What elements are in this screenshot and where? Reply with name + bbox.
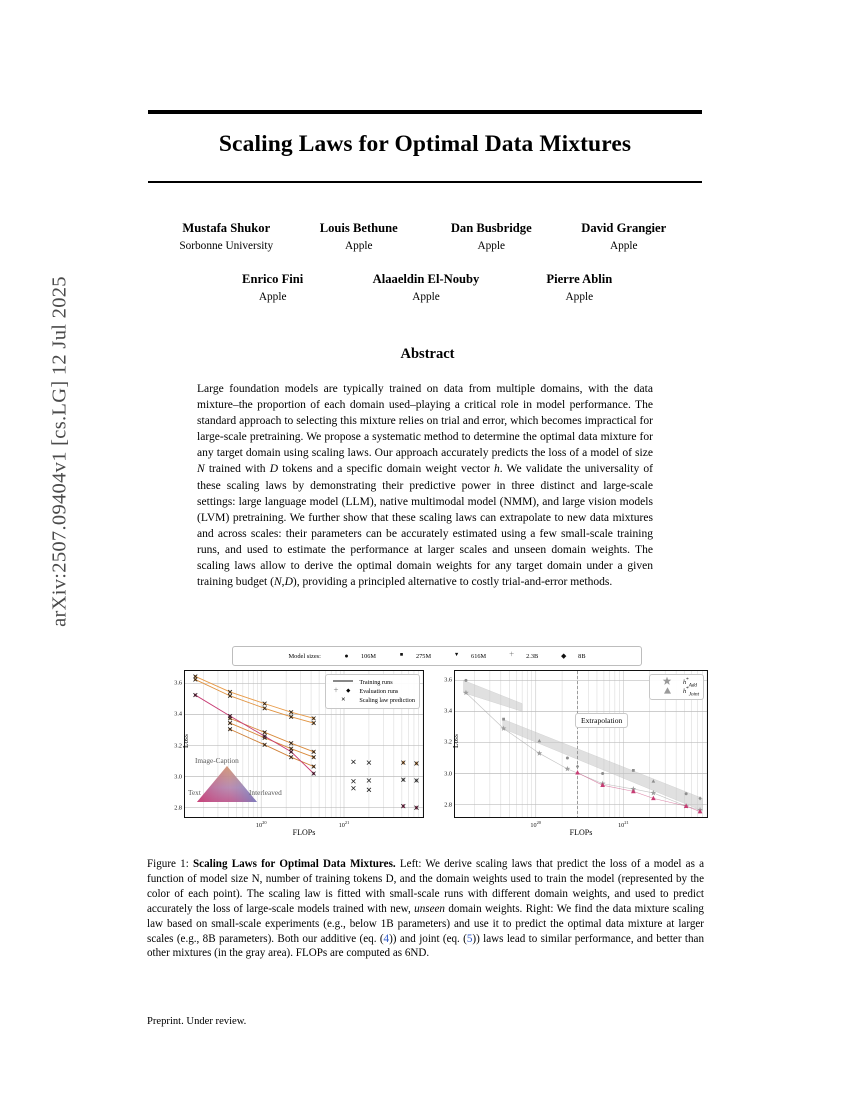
legend-label: 275M: [416, 652, 432, 660]
circle-icon: ●: [344, 651, 349, 660]
triangle-up-icon: [654, 686, 680, 698]
legend-label: Training runs: [359, 678, 393, 686]
author-name: Pierre Ablin: [546, 272, 613, 286]
legend-label-h-add: $h^*_{Add}$: [683, 676, 697, 688]
x-tick-label: $10^{20}$: [530, 820, 541, 830]
author-row-2: [196, 271, 656, 305]
author-affiliation: Apple: [609, 239, 638, 252]
caption-bold-title: Scaling Laws for Optimal Data Mixtures.: [193, 858, 396, 870]
abstract-heading: Abstract: [400, 346, 455, 362]
y-tick-label: 3.4: [444, 707, 452, 715]
page-title: Scaling Laws for Optimal Data Mixtures: [218, 131, 632, 157]
legend-label: 2.3B: [526, 652, 539, 660]
ternary-label-text: Text: [188, 788, 201, 797]
author-affiliation: Apple: [344, 239, 373, 252]
author-block: [558, 220, 691, 254]
title-rule-bottom: [148, 181, 702, 183]
caption-body: Left: We derive scaling laws that predict the loss of a model as a function of model size N, number of training tokens D, and the domain weights used to train the model (represented by the color of each point). The scaling law is fitted with small-scale runs with different domain weights, and used to predict accurately the loss of large-scale models trained with new, unseen domain weights. Right: We find the data mixture scaling law based on small-scale experiments (e.g., below 1B parameters) and use it to predict the optimal data mixture at larger scales (e.g., 8B parameters). Both our additive (eq. (4)) and joint (eq. (5)) laws lead to similar performance, and better than other mixtures (in the gray area). FLOPs are computed as 6ND.: [147, 858, 705, 960]
legend-row-scaling-law-prediction: [330, 696, 415, 705]
title-rule-top: [148, 110, 702, 114]
legend-label: 616M: [471, 652, 487, 660]
legend-label: Evaluation runs: [359, 688, 399, 696]
triangle-down-icon: ▼: [453, 652, 460, 659]
y-tick-label: 3.0: [174, 773, 182, 781]
y-tick-label: 3.6: [444, 676, 452, 684]
author-affiliation: Sorbonne University: [179, 239, 274, 252]
author-affiliation: Apple: [477, 239, 506, 252]
y-tick-label: 2.8: [444, 801, 452, 809]
author-row-1: [160, 220, 690, 254]
legend-row-training-runs: [330, 678, 415, 687]
left-x-axis-label: FLOPs: [292, 828, 316, 837]
square-icon: ■: [399, 652, 404, 659]
author-name: Louis Bethune: [319, 221, 398, 235]
page-footer: Preprint. Under review.: [147, 1016, 247, 1027]
x-tick-label: $10^{21}$: [618, 820, 629, 830]
author-affiliation: Apple: [258, 290, 287, 303]
model-sizes-label: Model sizes:: [288, 652, 321, 660]
author-block: [349, 271, 502, 305]
legend-entry-616m: [453, 653, 508, 660]
y-tick-label: 3.0: [444, 770, 452, 777]
author-name: Enrico Fini: [242, 272, 304, 286]
author-name: Mustafa Shukor: [182, 221, 271, 235]
legend-row-h-joint: [654, 687, 699, 696]
line-icon: [330, 678, 356, 687]
arxiv-stamp: arXiv:2507.09404v1 [cs.LG] 12 Jul 2025: [48, 276, 71, 627]
right-chart-legend: [649, 674, 704, 700]
left-y-axis-label: Loss: [182, 733, 190, 749]
legend-label: 8B: [578, 652, 586, 660]
diamond-icon: ◆: [560, 651, 567, 660]
author-block: [425, 220, 558, 254]
author-block: [293, 220, 426, 254]
y-tick-label: 3.2: [444, 738, 452, 746]
cross-icon: ✕: [341, 697, 346, 704]
left-chart-legend: [325, 674, 420, 709]
author-block: [160, 220, 293, 254]
y-tick-label: 3.6: [174, 679, 182, 687]
y-tick-label: 3.4: [174, 710, 182, 718]
plus-icon: ＋: [508, 652, 515, 659]
author-affiliation: Apple: [565, 290, 594, 303]
extrapolation-annotation: Extrapolation: [575, 713, 628, 728]
legend-label-h-joint: $h^*_{Joint}$: [683, 685, 699, 698]
legend-label: 106M: [360, 652, 376, 660]
model-sizes-legend: [232, 646, 642, 666]
right-chart: [444, 670, 708, 837]
left-chart: [174, 670, 424, 837]
x-tick-label: $10^{20}$: [255, 820, 267, 830]
author-block: [503, 271, 656, 305]
plus-diamond-icon: ＋ ◆: [333, 687, 354, 694]
legend-label: Scaling law prediction: [359, 697, 415, 705]
figure-caption: [147, 857, 704, 961]
right-y-axis-label: Loss: [452, 733, 460, 749]
figure-1: [174, 646, 708, 846]
author-block: [196, 271, 349, 305]
legend-entry-106m: [343, 653, 398, 660]
legend-entry-2-3b: [508, 653, 560, 660]
author-name: Alaaeldin El-Nouby: [372, 272, 480, 286]
author-affiliation: Apple: [412, 290, 440, 303]
right-x-axis-label: FLOPs: [569, 828, 593, 837]
legend-entry-275m: [398, 653, 453, 660]
author-name: David Grangier: [581, 221, 667, 235]
abstract-body: Large foundation models are typically trained on data from multiple domains, with the data mixture–the proportion of each domain used–playing a critical role in model performance. The standard approach to selecting this mixture relies on trial and error, which becomes impractical for large-scale pretraining. We propose a systematic method to determine the optimal data mixture for any target domain using scaling laws. Our approach accurately predicts the loss of a model of size N trained with D tokens and a specific domain weight vector h. We validate the universality of these scaling laws by demonstrating their predictive power in three distinct and large-scale settings: large language model (LLM), native multimodal model (NMM), and large vision models (LVM) pretraining. We further show that these scaling laws can extrapolate to new data mixtures and across scales: their parameters can be accurately estimated using a few small-scale training runs, and used to estimate the performance at larger scales and unseen domain weights. The scaling laws allow to derive the optimal domain weights for any target domain under a given training budget (N,D), providing a principled alternative to costly trial-and-error methods.: [197, 383, 654, 589]
author-name: Dan Busbridge: [450, 221, 532, 235]
y-tick-label: 2.8: [174, 804, 182, 812]
legend-entry-8b: [560, 653, 585, 660]
ternary-label-interleaved: Interleaved: [249, 788, 282, 797]
y-tick-label: 3.2: [174, 742, 182, 750]
caption-prefix: Figure 1:: [147, 858, 189, 870]
legend-row-evaluation-runs: [330, 687, 415, 696]
ternary-label-image-caption: Image-Caption: [195, 756, 239, 765]
x-tick-label: $10^{21}$: [338, 820, 350, 830]
